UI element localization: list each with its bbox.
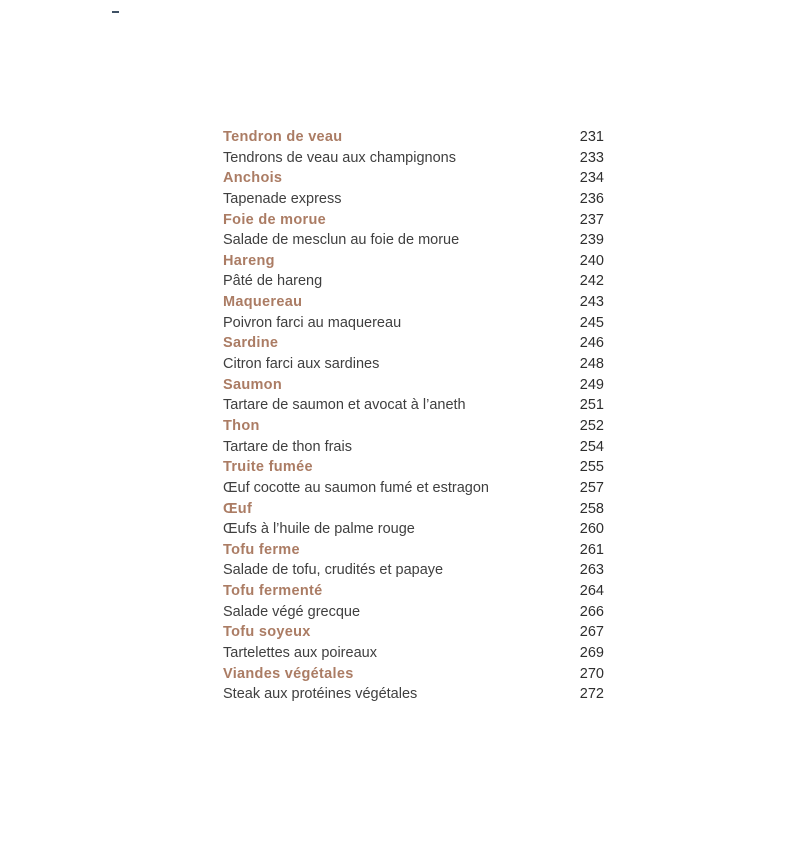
toc-page-number: 231 (579, 129, 604, 145)
toc-page-number: 272 (579, 686, 604, 703)
toc-recipe-label: Tartelettes aux poireaux (223, 645, 377, 662)
toc-recipe-row (223, 395, 604, 416)
toc-section-label: Tofu ferme (223, 541, 300, 558)
toc-section-row (223, 127, 604, 148)
toc-page-number: 243 (579, 294, 604, 311)
toc-page-number: 246 (579, 335, 604, 352)
toc-recipe-row (223, 148, 604, 169)
toc-recipe-row (223, 478, 604, 499)
toc-page-number: 260 (579, 521, 604, 538)
toc-recipe-row (223, 560, 604, 581)
toc-recipe-label: Salade de tofu, crudités et papaye (223, 562, 444, 579)
toc-recipe-label: Tartare de saumon et avocat à l’aneth (223, 397, 466, 414)
toc-section-row (223, 333, 604, 354)
toc-section-label: Tofu fermenté (223, 583, 323, 600)
toc-page-number: 249 (579, 376, 604, 393)
toc-section-label: Hareng (223, 252, 275, 269)
toc-recipe-label: Salade végé grecque (223, 603, 361, 620)
toc-recipe-row (223, 354, 604, 375)
toc-section-row (223, 251, 604, 272)
toc-section-row (223, 499, 604, 520)
toc-recipe-row (223, 519, 604, 540)
toc-page-number: 237 (579, 211, 604, 228)
toc-page-number: 266 (579, 603, 604, 620)
toc-section-label: Thon (223, 417, 260, 434)
toc-section-row (223, 540, 604, 561)
toc-page-number: 236 (579, 190, 604, 207)
toc-recipe-row (223, 271, 604, 292)
toc-section-row (223, 292, 604, 313)
toc-section-label: Œuf (223, 500, 253, 517)
toc-page-number: 257 (579, 479, 604, 496)
toc-recipe-label: Tendrons de veau aux champignons (223, 149, 456, 166)
toc-page-number: 263 (579, 562, 604, 579)
toc-page-number: 248 (579, 356, 604, 373)
toc-section-label: Sardine (223, 335, 279, 352)
toc-section-row (223, 375, 604, 396)
toc-recipe-row (223, 437, 604, 458)
toc-page-number: 261 (579, 541, 604, 558)
toc-page-number: 267 (579, 624, 604, 641)
toc-section-row (223, 581, 604, 602)
toc-page-number: 242 (579, 273, 604, 290)
toc-page-number: 240 (579, 252, 604, 269)
toc-section-label: Tofu soyeux (223, 624, 311, 641)
toc-recipe-label: Steak aux protéines végétales (223, 686, 418, 703)
toc-page-number: 258 (579, 500, 604, 517)
toc-page-number: 254 (579, 438, 604, 455)
toc-recipe-row (223, 230, 604, 251)
toc-page-number: 245 (579, 314, 604, 331)
toc-section-row (223, 168, 604, 189)
toc-section-row (223, 210, 604, 231)
toc-recipe-label: Salade de mesclun au foie de morue (223, 232, 460, 249)
toc-page-number: 264 (579, 583, 604, 600)
toc-page-number: 251 (579, 397, 604, 414)
toc-recipe-row (223, 602, 604, 623)
toc-page-number: 233 (579, 149, 604, 166)
window-dash-artifact (112, 11, 119, 13)
toc-recipe-label: Tapenade express (223, 190, 342, 207)
toc-page-number: 252 (579, 417, 604, 434)
toc-page-number: 269 (579, 645, 604, 662)
toc-section-label: Maquereau (223, 294, 303, 311)
toc-section-row (223, 664, 604, 685)
toc-page-number: 255 (579, 459, 604, 476)
toc-recipe-label: Pâté de hareng (223, 273, 323, 290)
toc-recipe-row (223, 643, 604, 664)
toc-section-label: Anchois (223, 170, 283, 187)
toc-recipe-row (223, 313, 604, 334)
toc-section-label: Truite fumée (223, 459, 313, 476)
toc-section-label: Viandes végétales (223, 665, 354, 682)
toc-recipe-row (223, 189, 604, 210)
toc-recipe-label: Citron farci aux sardines (223, 356, 380, 373)
toc-recipe-label: Tartare de thon frais (223, 438, 352, 455)
toc-recipe-label: Œufs à l’huile de palme rouge (223, 521, 415, 538)
toc-section-label: Foie de morue (223, 211, 326, 228)
toc-page-number: 239 (579, 232, 604, 249)
toc-recipe-row (223, 684, 604, 705)
toc-section-row (223, 416, 604, 437)
toc-page-number: 270 (579, 665, 604, 682)
toc-section-label: Saumon (223, 376, 282, 393)
toc-section-label: Tendron de veau (223, 129, 343, 145)
toc-recipe-label: Poivron farci au maquereau (223, 314, 402, 331)
toc-section-row (223, 457, 604, 478)
table-of-contents (223, 127, 604, 705)
toc-section-row (223, 622, 604, 643)
toc-recipe-label: Œuf cocotte au saumon fumé et estragon (223, 479, 489, 496)
toc-page-number: 234 (579, 170, 604, 187)
